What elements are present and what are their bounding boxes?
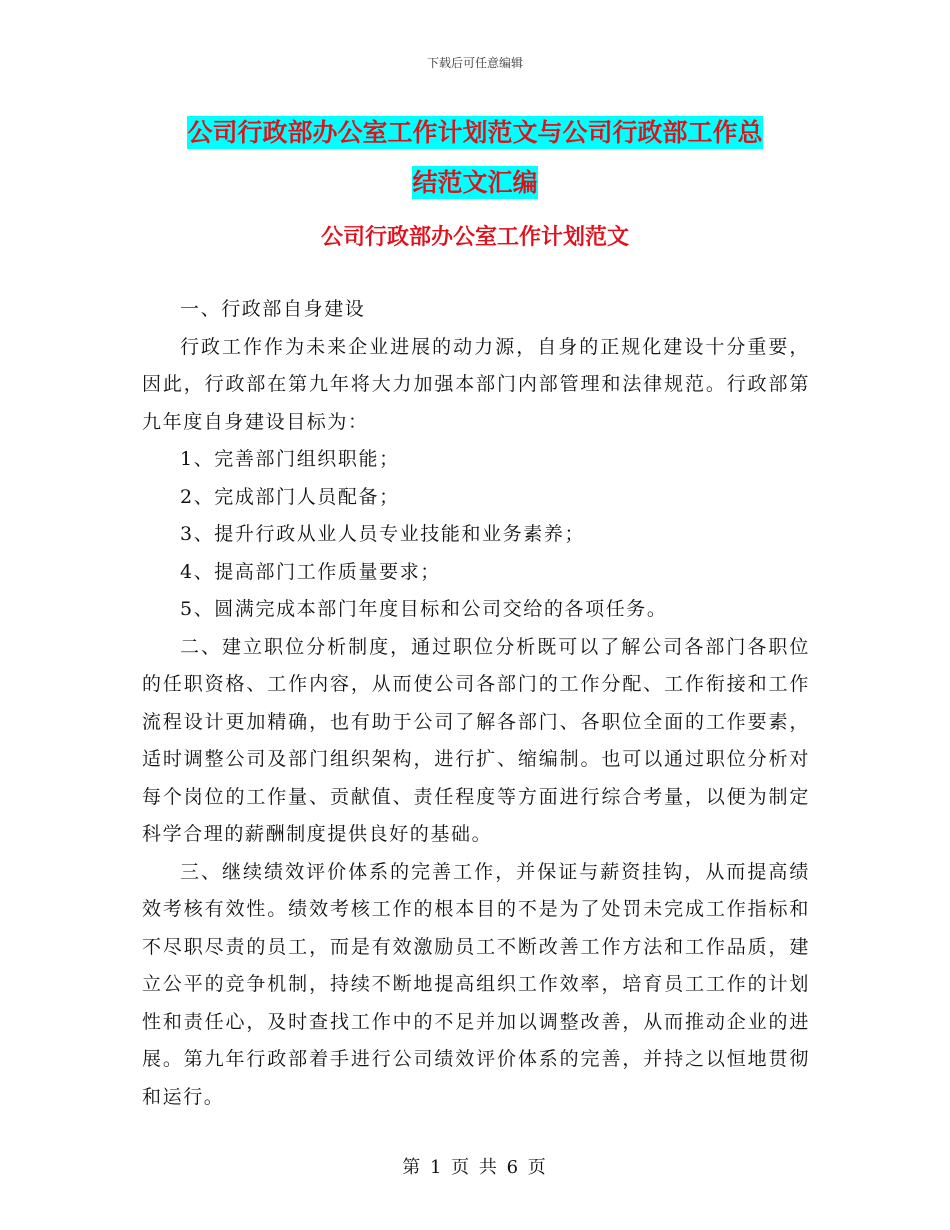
list-item: 4、提高部门工作质量要求； bbox=[180, 560, 441, 583]
header-note: 下载后可任意编辑 bbox=[426, 56, 523, 70]
document-title bbox=[0, 108, 950, 208]
list-item: 2、完成部门人员配备； bbox=[180, 485, 400, 508]
paragraph: 行政工作作为未来企业进展的动力源，自身的正规化建设十分重要，因此，行政部在第九年将大力加强本部门内部管理和法律规范。行政部第九年度自身建设目标为： bbox=[142, 335, 810, 433]
title-line-1: 公司行政部办公室工作计划范文与公司行政部工作总 bbox=[187, 118, 763, 147]
title-line-2: 结范文汇编 bbox=[412, 168, 538, 197]
paragraph: 三、继续绩效评价体系的完善工作，并保证与薪资挂钩，从而提高绩效考核有效性。绩效考核工作的根本目的不是为了处罚未完成工作指标和不尽职尽责的员工，而是有效激励员工不断改善工作方法和工作品质，建立公平的竞争机制，持续不断地提高组织工作效率，培育员工工作的计划性和责任心，及时查找工作中的不足并加以调整改善，从而推动企业的进展。第九年行政部着手进行公司绩效评价体系的完善，并持之以恒地贯彻和运行。 bbox=[142, 860, 810, 1108]
paragraph: 二、建立职位分析制度，通过职位分析既可以了解公司各部门各职位的任职资格、工作内容，从而使公司各部门的工作分配、工作衔接和工作流程设计更加精确，也有助于公司了解各部门、各职位全面的工作要素，适时调整公司及部门组织架构，进行扩、缩编制。也可以通过职位分析对每个岗位的工作量、贡献值、责任程度等方面进行综合考量，以便为制定科学合理的薪酬制度提供良好的基础。 bbox=[142, 635, 810, 845]
document-body bbox=[142, 291, 810, 1116]
page-number: 第 1 页 共 6 页 bbox=[402, 1157, 548, 1178]
list-item: 3、提升行政从业人员专业技能和业务素养； bbox=[180, 523, 586, 545]
section-title: 公司行政部办公室工作计划范文 bbox=[320, 225, 629, 250]
paragraph: 一、行政部自身建设 bbox=[180, 298, 366, 320]
list-item: 5、圆满完成本部门年度目标和公司交给的各项任务。 bbox=[180, 598, 668, 620]
list-item: 1、完善部门组织职能； bbox=[180, 448, 400, 470]
